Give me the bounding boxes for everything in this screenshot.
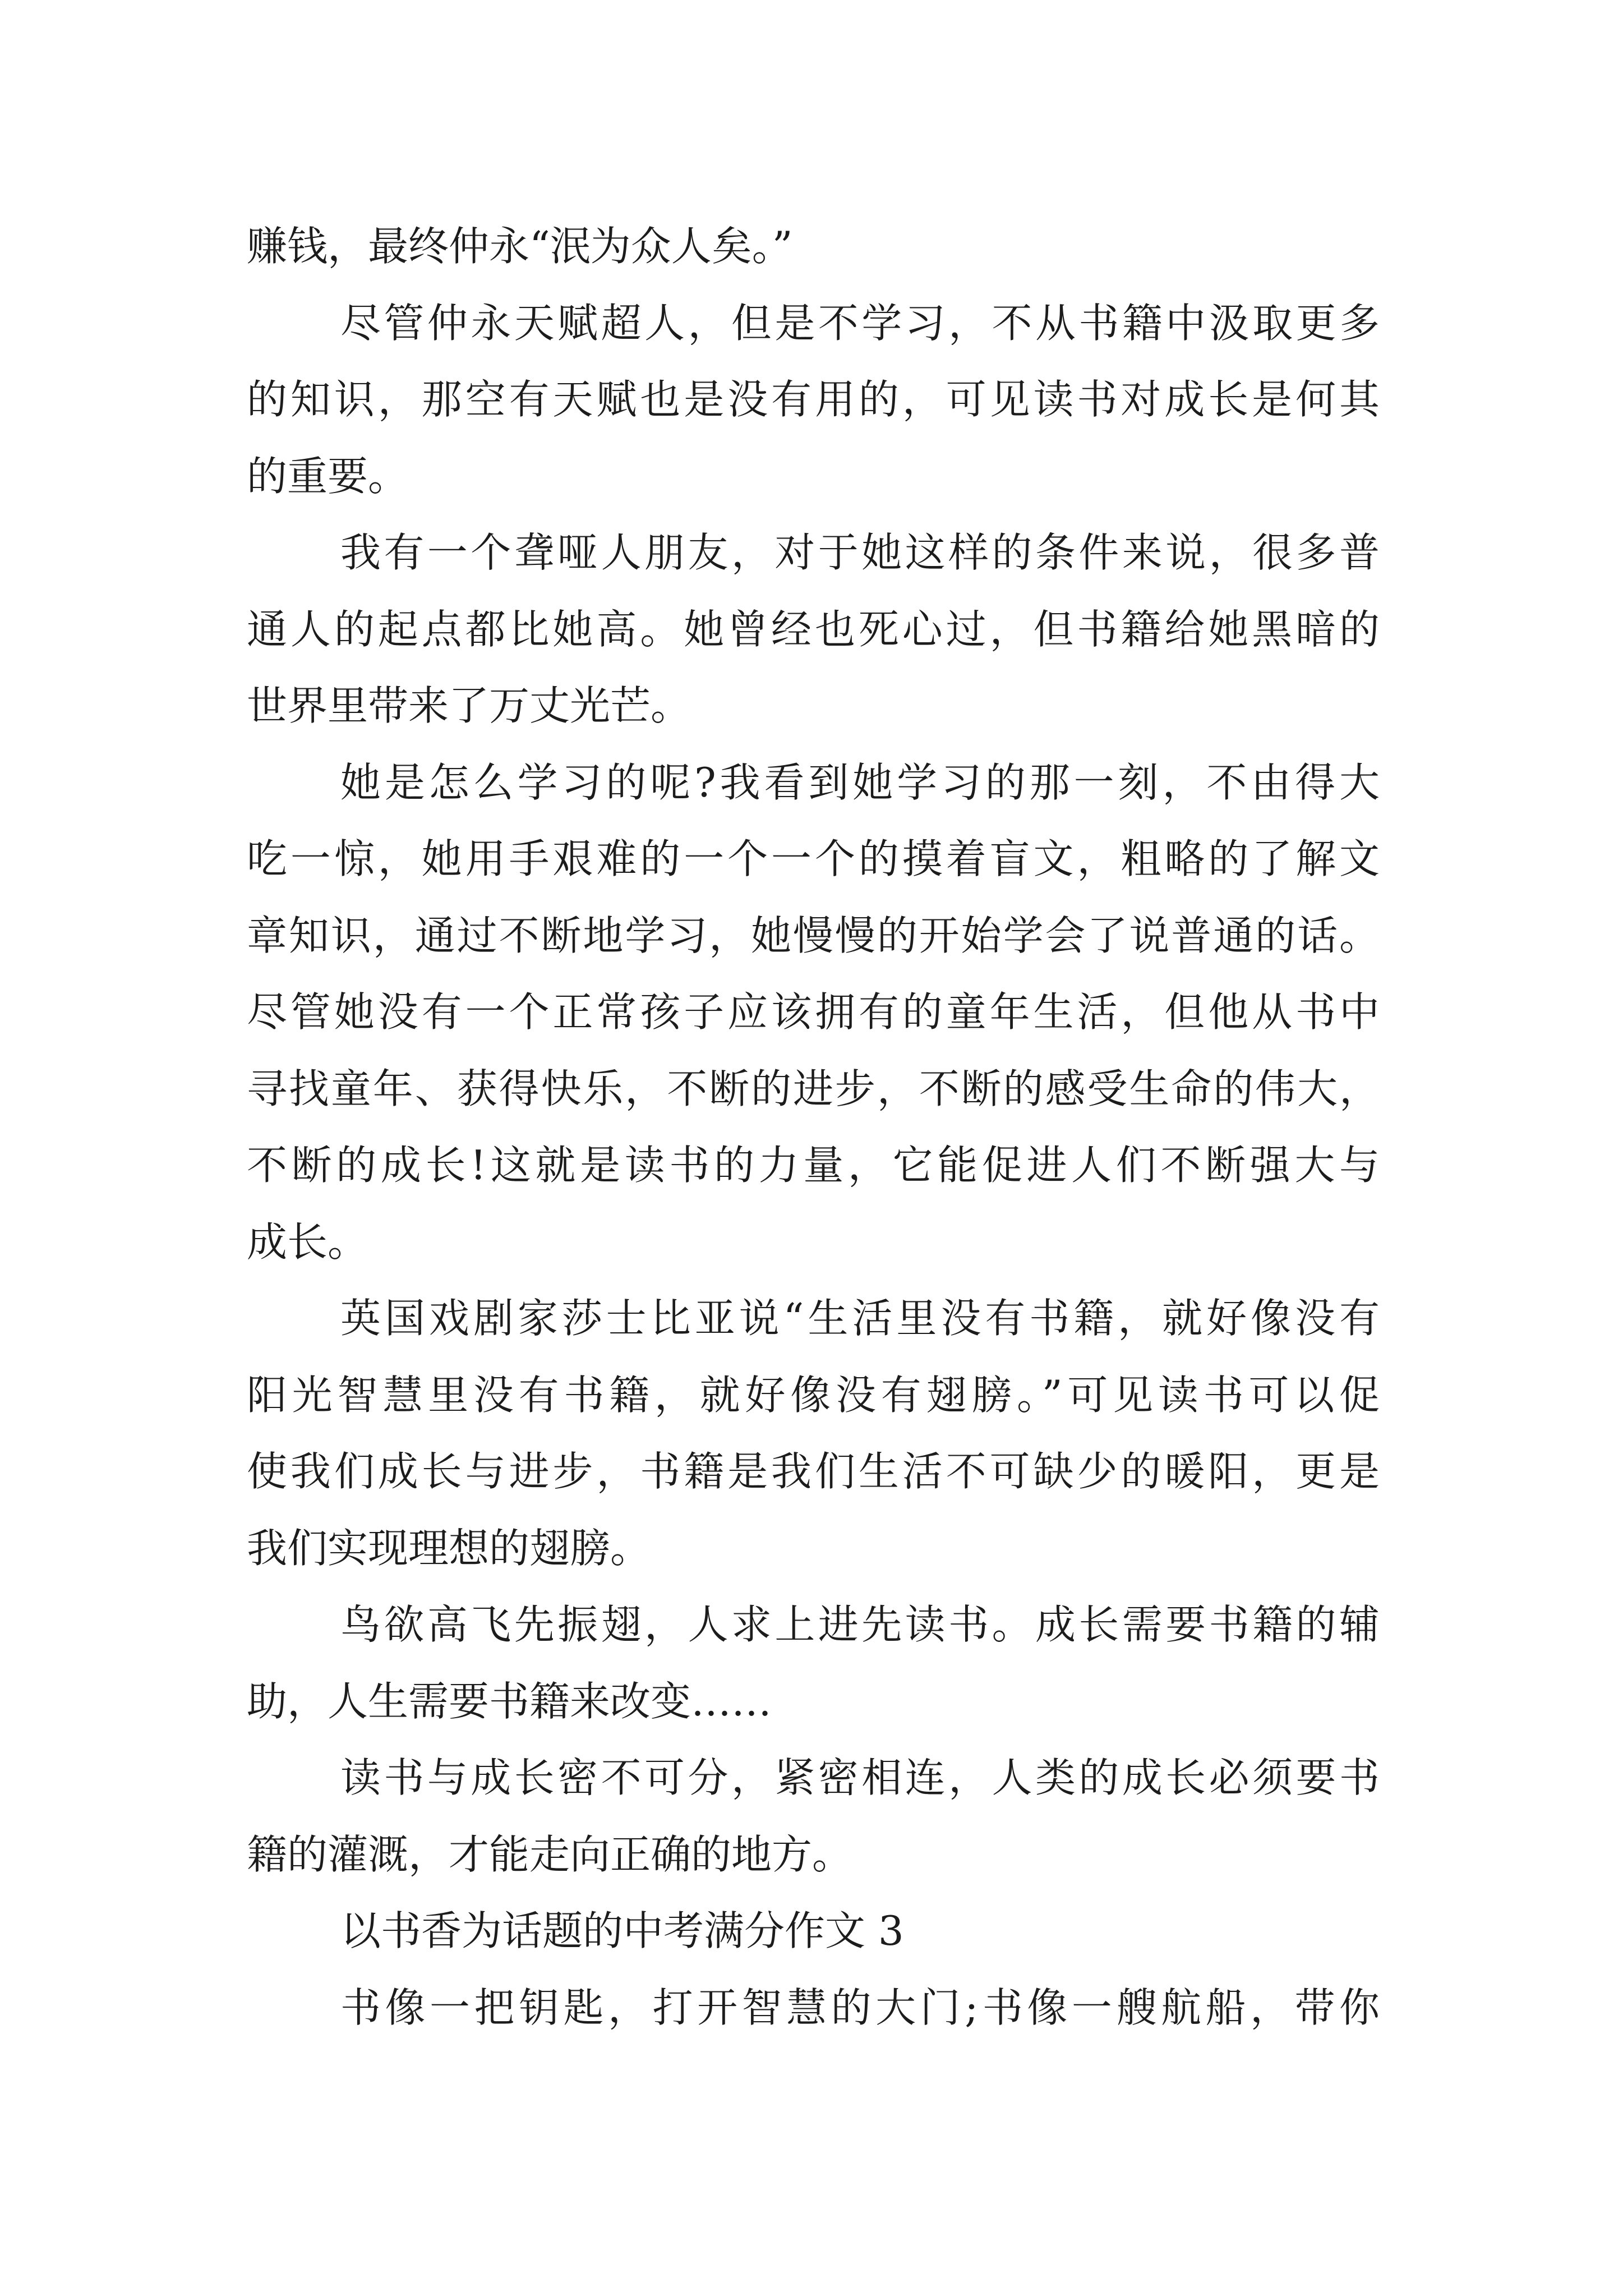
text-line: 赚钱，最终仲永“泯为众人矣。” <box>247 223 793 270</box>
text-line: 阳光智慧里没有书籍，就好像没有翅膀。”可见读书可以促 <box>247 1371 1380 1419</box>
paragraph <box>247 208 1380 285</box>
text-line: 的知识，那空有天赋也是没有用的，可见读书对成长是何其 <box>247 376 1380 423</box>
text-line: 尽管她没有一个正常孩子应该拥有的童年生活，但他从书中 <box>247 988 1380 1036</box>
text-line: 我有一个聋哑人朋友，对于她这样的条件来说，很多普 <box>340 529 1380 576</box>
text-line: 籍的灌溉，才能走向正确的地方。 <box>247 1830 853 1878</box>
paragraph <box>247 1280 1380 1586</box>
paragraph <box>247 1586 1380 1740</box>
paragraph <box>247 514 1380 744</box>
text-line: 我们实现理想的翅膀。 <box>247 1524 651 1572</box>
text-line: 使我们成长与进步，书籍是我们生活不可缺少的暖阳，更是 <box>247 1448 1380 1495</box>
text-line: 寻找童年、获得快乐，不断的进步，不断的感受生命的伟大， <box>247 1065 1380 1112</box>
paragraph <box>247 1740 1380 1893</box>
text-line: 成长。 <box>247 1218 368 1266</box>
body-text <box>247 208 1380 2046</box>
essay-title: 以书香为话题的中考满分作文 3 <box>340 1907 904 1954</box>
text-line: 章知识，通过不断地学习，她慢慢的开始学会了说普通的话。 <box>247 912 1380 959</box>
text-line: 英国戏剧家莎士比亚说“生活里没有书籍，就好像没有 <box>340 1295 1380 1342</box>
text-line: 的重要。 <box>247 452 409 500</box>
text-line: 尽管仲永天赋超人，但是不学习，不从书籍中汲取更多 <box>340 299 1380 347</box>
paragraph <box>247 285 1380 515</box>
text-line: 通人的起点都比她高。她曾经也死心过，但书籍给她黑暗的 <box>247 605 1380 653</box>
text-line: 吃一惊，她用手艰难的一个一个的摸着盲文，粗略的了解文 <box>247 835 1380 882</box>
text-line: 书像一把钥匙，打开智慧的大门;书像一艘航船，带你 <box>340 1984 1380 2031</box>
text-line: 助，人生需要书籍来改变…… <box>247 1677 772 1725</box>
text-line: 她是怎么学习的呢?我看到她学习的那一刻，不由得大 <box>340 758 1380 806</box>
paragraph <box>247 1970 1380 2046</box>
text-line: 世界里带来了万丈光芒。 <box>247 682 691 729</box>
text-line: 鸟欲高飞先振翅，人求上进先读书。成长需要书籍的辅 <box>340 1601 1380 1648</box>
text-line: 不断的成长!这就是读书的力量，它能促进人们不断强大与 <box>247 1142 1380 1189</box>
text-line: 读书与成长密不可分，紧密相连，人类的成长必须要书 <box>340 1754 1380 1801</box>
paragraph <box>247 744 1380 1281</box>
